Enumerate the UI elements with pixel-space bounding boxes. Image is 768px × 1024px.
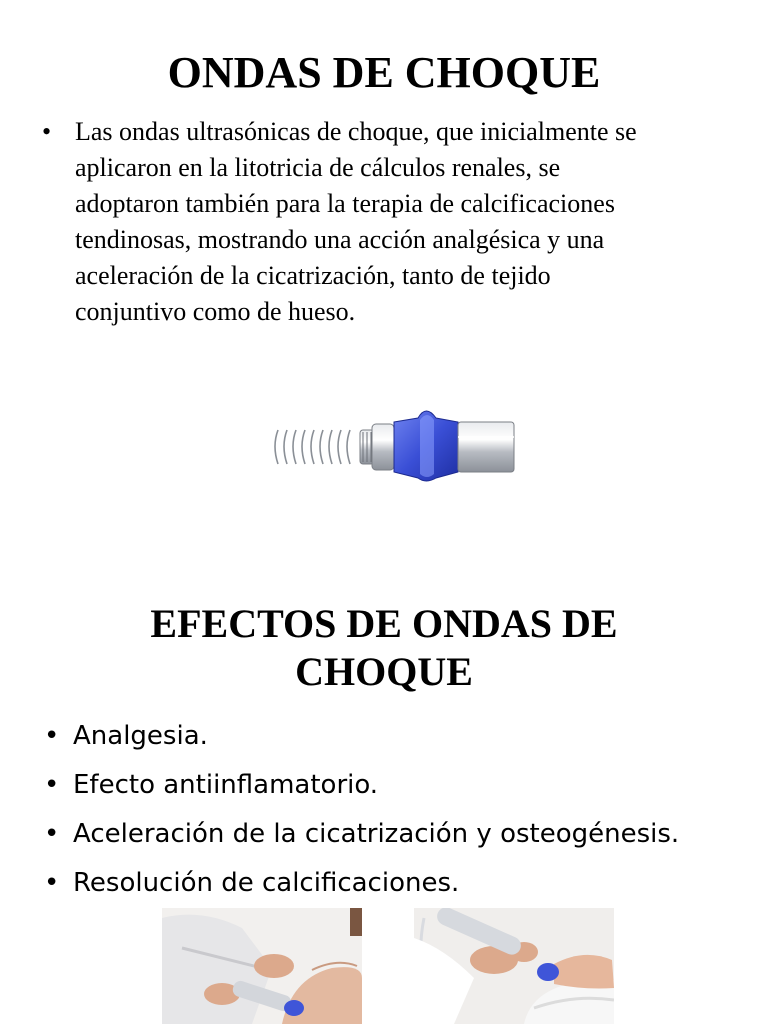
- shockwave-applicator-icon: [268, 402, 518, 488]
- list-item: [42, 810, 762, 859]
- bullet-line: conjuntivo como de hueso.: [75, 297, 356, 326]
- bullet-list: [40, 114, 740, 330]
- effects-list: [42, 712, 762, 908]
- list-item: [42, 712, 762, 761]
- bullet-line: Las ondas ultrasónicas de choque, que inicialmente se: [75, 117, 637, 146]
- list-item-label: Resolución de calcificaciones.: [73, 868, 460, 898]
- foot-treatment-photo: [414, 908, 614, 1024]
- bullet-line: aplicaron en la litotricia de cálculos renales, se: [75, 153, 561, 182]
- bullet-marker: •: [42, 117, 52, 146]
- section-title-line: CHOQUE: [295, 649, 473, 694]
- bullet-line: aceleración de la cicatrización, tanto de tejido: [75, 261, 551, 290]
- bullet-line: adoptaron también para la terapia de calcificaciones: [75, 189, 615, 218]
- bullet-line: tendinosas, mostrando una acción analgésica y una: [75, 225, 605, 254]
- list-item: [42, 761, 762, 810]
- list-item-label: Analgesia.: [73, 721, 208, 751]
- list-item: [42, 859, 762, 908]
- bullet-marker: •: [44, 721, 60, 751]
- section-title-line: EFECTOS DE ONDAS DE: [150, 601, 618, 646]
- bullet-marker: •: [44, 868, 60, 898]
- list-item-label: Efecto antiinflamatorio.: [73, 770, 379, 800]
- slide-title: ONDAS DE CHOQUE: [167, 48, 601, 97]
- list-item: [40, 114, 740, 330]
- section-title: [0, 600, 768, 696]
- bullet-marker: •: [44, 819, 60, 849]
- shoulder-treatment-photo: [162, 908, 362, 1024]
- list-item-label: Aceleración de la cicatrización y osteogénesis.: [73, 819, 680, 849]
- bullet-marker: •: [44, 770, 60, 800]
